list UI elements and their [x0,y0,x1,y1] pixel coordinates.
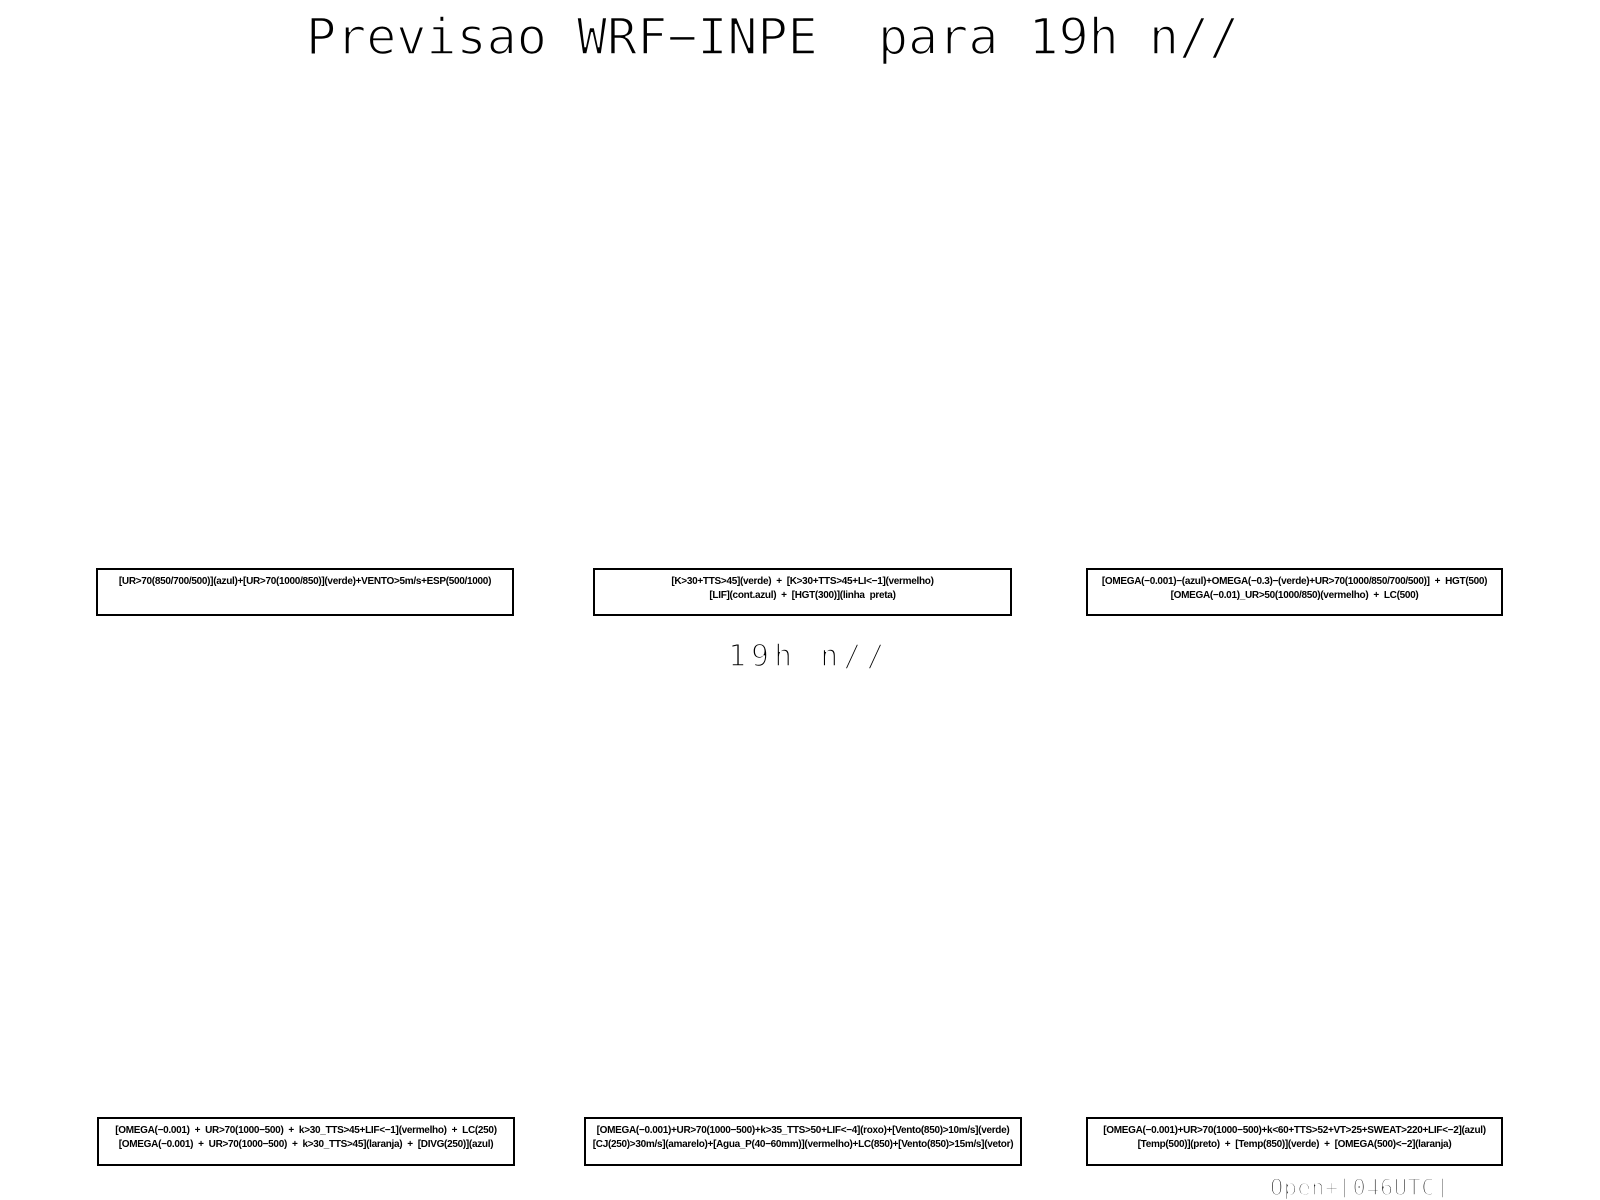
legend-text: [CJ(250)>30m/s](amarelo)+[Agua_P(40−60mm)](vermelho)+LC(850)+[Vento(850)>15m/s](vetor) [592,1138,1014,1150]
legend-box-top-right [1086,568,1503,616]
footer-open-label: Open+[046UTC] [1270,1176,1449,1200]
legend-text: [OMEGA(−0.001)+UR>70(1000−500)+k>35_TTS>50+LIF<−4](roxo)+[Vento(850)>10m/s](verde) [596,1125,1010,1136]
legend-box-top-center [593,568,1012,616]
legend-text: [OMEGA(−0.001)−(azul)+OMEGA(−0.3)−(verde)+UR>70(1000/850/700/500)] + HGT(500) [1101,576,1488,587]
page-title: Previsao WRF−INPE para 19h n// [306,8,1240,66]
legend-text: [OMEGA(−0.001) + UR>70(1000−500) + k>30_TTS>45](laranja) + [DIVG(250)](azul) [118,1138,494,1150]
legend-box-bottom-right [1086,1117,1503,1166]
legend-text: [OMEGA(−0.001) + UR>70(1000−500) + k>30_TTS>45+LIF<−1](vermelho) + LC(250) [115,1125,497,1136]
center-time-label: 19h n// [728,639,890,674]
legend-text: [OMEGA(−0.001)+UR>70(1000−500)+k<60+TTS>52+VT>25+SWEAT>220+LIF<−2](azul) [1103,1125,1486,1136]
legend-text: [UR>70(850/700/500)](azul)+[UR>70(1000/850)](verde)+VENTO>5m/s+ESP(500/1000) [118,576,492,587]
legend-box-bottom-left [97,1117,515,1166]
legend-text: [K>30+TTS>45](verde) + [K>30+TTS>45+LI<−1](vermelho) [671,576,934,587]
legend-box-bottom-center [584,1117,1022,1166]
legend-text: [OMEGA(−0.01)_UR>50(1000/850)(vermelho) + LC(500) [1170,589,1419,601]
legend-text: [Temp(500)](preto) + [Temp(850)](verde) + [OMEGA(500)<−2](laranja) [1137,1138,1452,1150]
legend-box-top-left [96,568,514,616]
legend-text: [LIF](cont.azul) + [HGT(300)](linha preta) [709,589,896,601]
